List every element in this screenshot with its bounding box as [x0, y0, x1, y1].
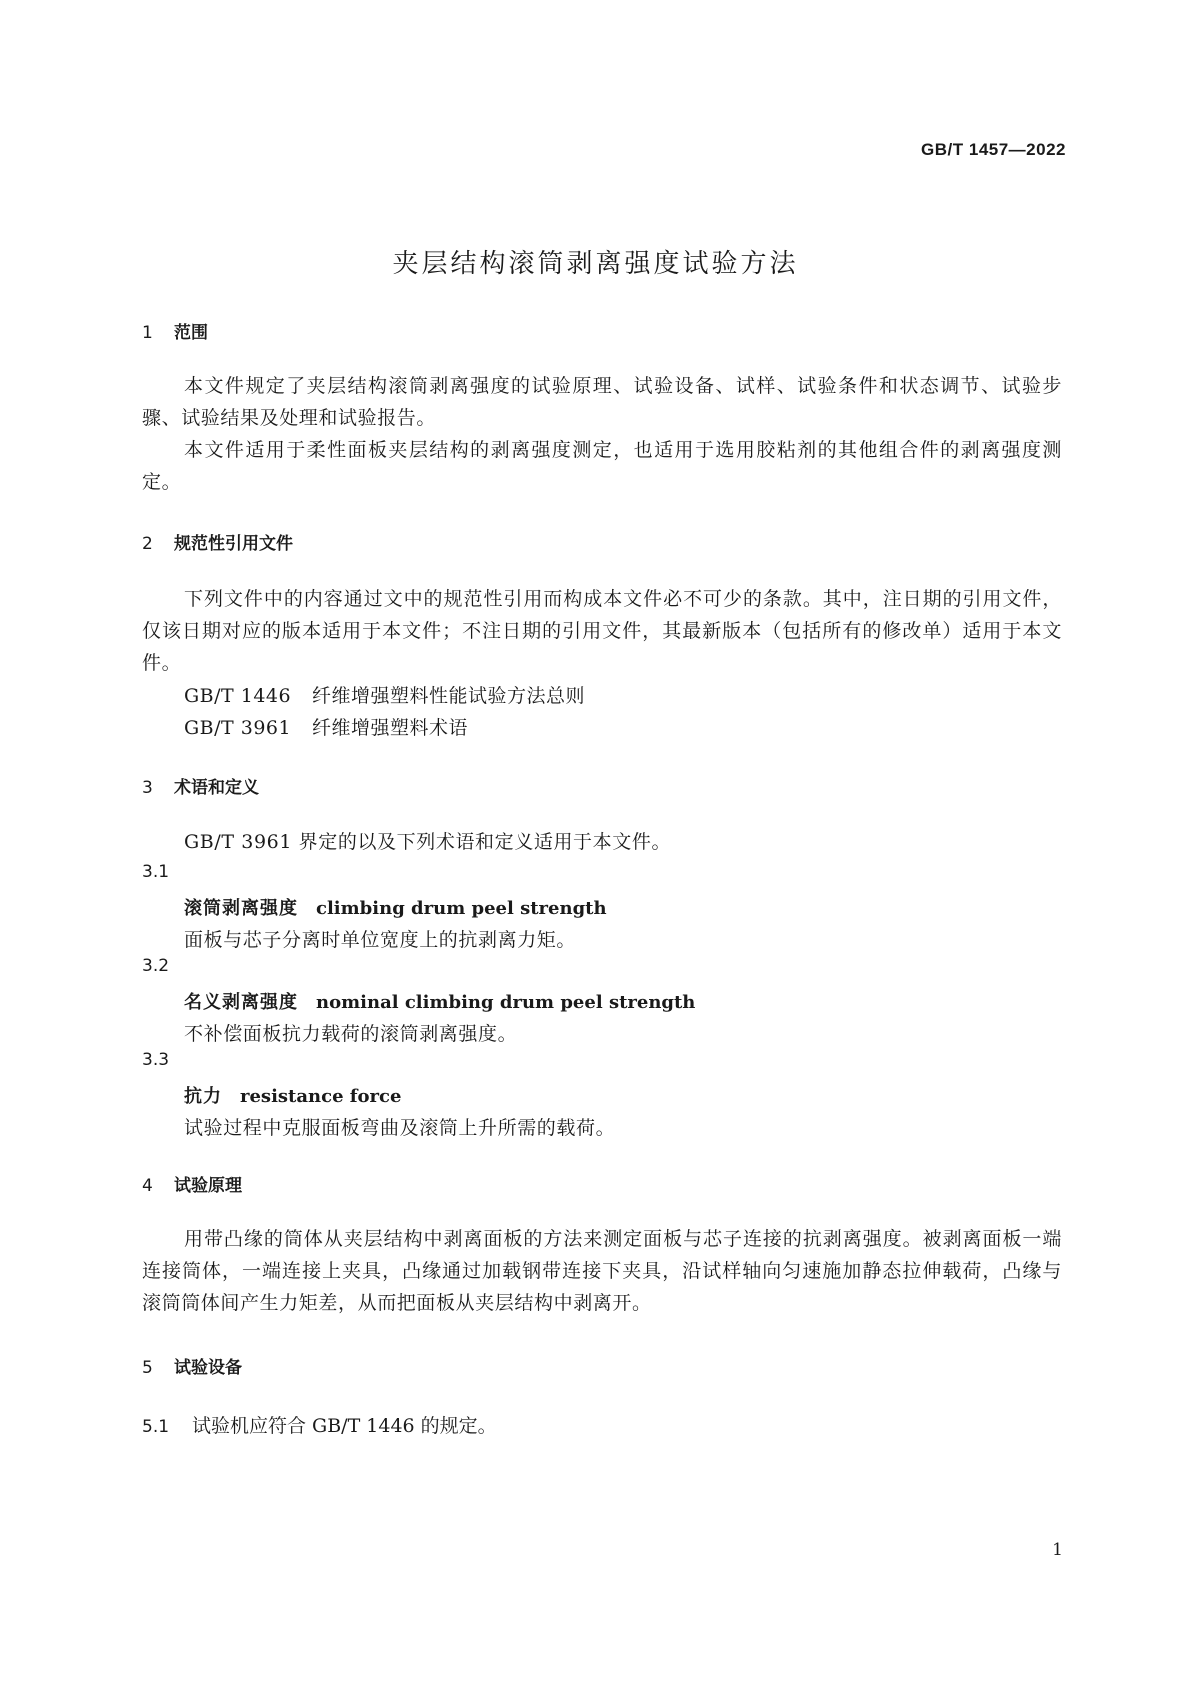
section-4-para: 用带凸缘的筒体从夹层结构中剥离面板的方法来测定面板与芯子连接的抗剥离强度。被剥离面板一端连接筒体，一端连接上夹具，凸缘通过加载钢带连接下夹具，沿试样轴向匀速施加静态拉伸载荷，凸缘与滚筒筒体间产生力矩差，从而把面板从夹层结构中剥离开。	[142, 1228, 1062, 1314]
term-chinese: 滚筒剥离强度	[184, 898, 298, 919]
section-number: 5	[142, 1358, 153, 1378]
section-2-heading	[142, 529, 293, 554]
normative-reference	[184, 681, 585, 708]
term-number: 3.1	[142, 862, 170, 882]
section-number: 3	[142, 778, 153, 798]
reference-code: GB/T 1446	[184, 685, 292, 707]
term-english: climbing drum peel strength	[316, 898, 607, 919]
term-entry	[184, 988, 695, 1014]
reference-title: 纤维增强塑料术语	[312, 717, 469, 739]
document-title: 夹层结构滚筒剥离强度试验方法	[392, 249, 799, 279]
standard-number: GB/T 1457—2022	[921, 140, 1066, 159]
clause-number: 5.1	[142, 1417, 170, 1437]
section-number: 4	[142, 1176, 153, 1196]
normative-reference	[184, 713, 468, 740]
section-title: 范围	[174, 323, 208, 343]
term-definition: 不补偿面板抗力载荷的滚筒剥离强度。	[184, 1023, 518, 1045]
term-chinese: 抗力	[184, 1086, 222, 1107]
term-number: 3.3	[142, 1050, 170, 1070]
section-5-heading	[142, 1353, 242, 1378]
section-1-heading	[142, 318, 208, 343]
section-title: 规范性引用文件	[174, 534, 293, 554]
term-entry	[184, 1082, 401, 1108]
section-3-heading	[142, 773, 259, 798]
term-number: 3.2	[142, 956, 170, 976]
reference-title: 纤维增强塑料性能试验方法总则	[312, 685, 586, 707]
clause-5-1	[142, 1411, 497, 1438]
term-definition: 试验过程中克服面板弯曲及滚筒上升所需的载荷。	[184, 1117, 616, 1139]
term-entry	[184, 894, 607, 920]
section-2-para: 下列文件中的内容通过文中的规范性引用而构成本文件必不可少的条款。其中，注日期的引用文件，仅该日期对应的版本适用于本文件；不注日期的引用文件，其最新版本（包括所有的修改单）适用于本文件。	[142, 588, 1062, 674]
section-4-heading	[142, 1171, 242, 1196]
section-number: 2	[142, 534, 153, 554]
term-definition: 面板与芯子分离时单位宽度上的抗剥离力矩。	[184, 929, 577, 951]
term-english: nominal climbing drum peel strength	[316, 992, 696, 1013]
reference-code: GB/T 3961	[184, 717, 292, 739]
term-english: resistance force	[240, 1086, 402, 1107]
term-chinese: 名义剥离强度	[184, 992, 298, 1013]
section-title: 术语和定义	[174, 778, 259, 798]
section-number: 1	[142, 323, 153, 343]
section-1-para-1: 本文件规定了夹层结构滚筒剥离强度的试验原理、试验设备、试样、试验条件和状态调节、试验步骤、试验结果及处理和试验报告。	[142, 375, 1062, 429]
section-1-para-2: 本文件适用于柔性面板夹层结构的剥离强度测定，也适用于选用胶粘剂的其他组合件的剥离强度测定。	[142, 439, 1062, 493]
clause-text: 试验机应符合 GB/T 1446 的规定。	[192, 1415, 497, 1437]
section-title: 试验设备	[174, 1358, 242, 1378]
section-3-intro: GB/T 3961 界定的以及下列术语和定义适用于本文件。	[184, 831, 672, 853]
page-number: 1	[1052, 1540, 1063, 1560]
section-title: 试验原理	[174, 1176, 242, 1196]
